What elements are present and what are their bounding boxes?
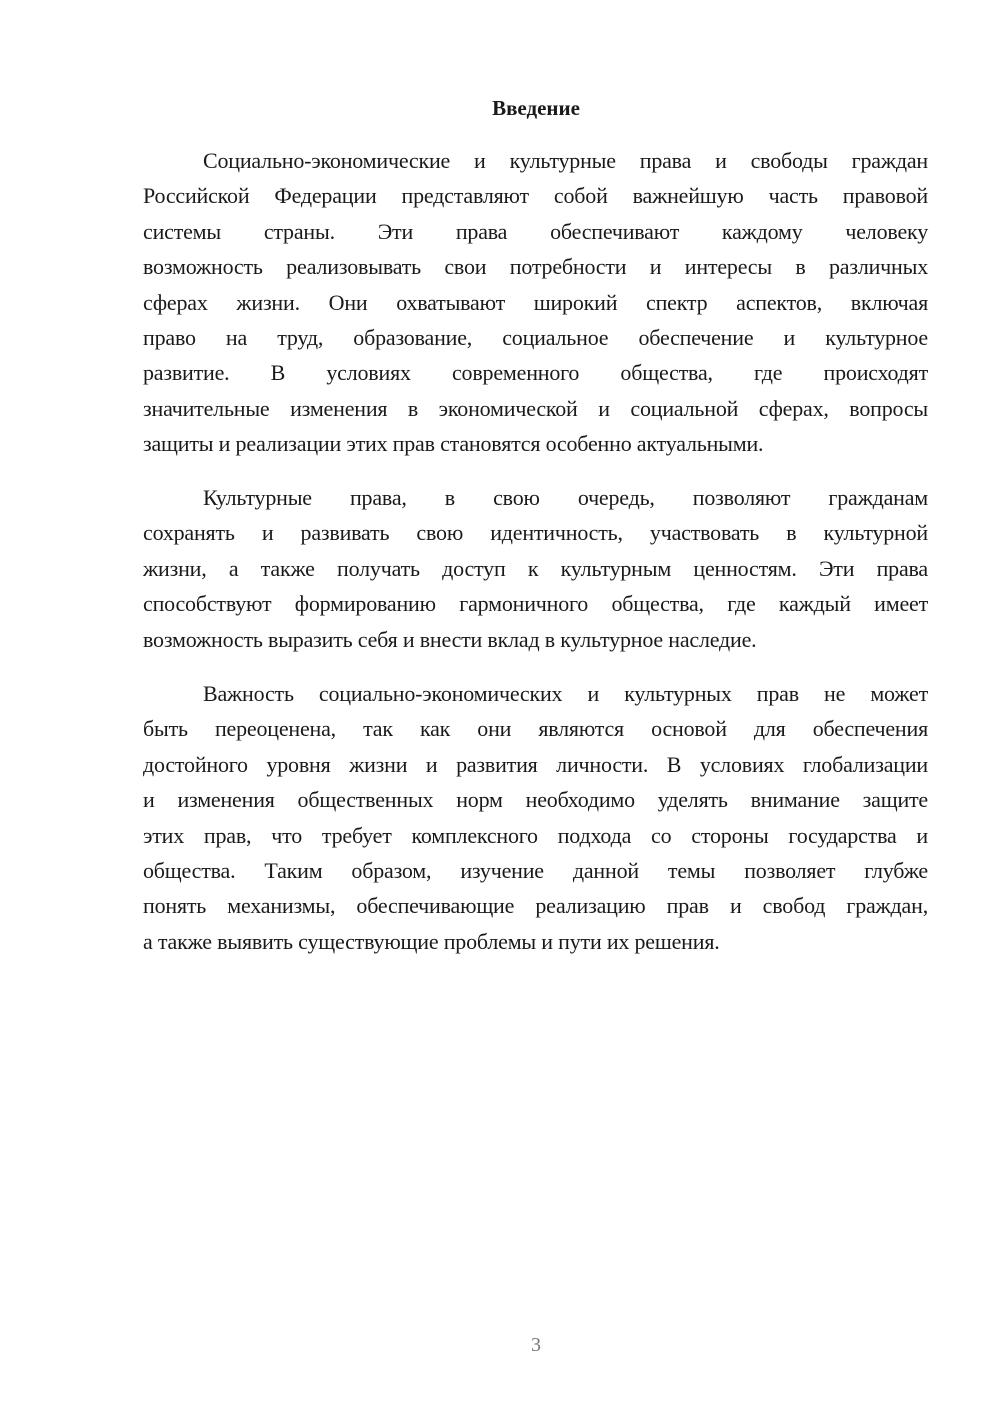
text-line: понять механизмы, обеспечивающие реализацию прав и свобод граждан,: [143, 893, 928, 919]
text-line: защиты и реализации этих прав становятся особенно актуальными.: [143, 431, 764, 457]
text-line: общества. Таким образом, изучение данной темы позволяет глубже: [143, 857, 928, 883]
page-number: 3: [531, 1334, 541, 1356]
text-line: способствуют формированию гармоничного общества, где каждый имеет: [143, 591, 928, 617]
paragraph-3: [143, 676, 928, 959]
text-line: достойного уровня жизни и развития личности. В условиях глобализации: [143, 751, 928, 777]
paragraph-1: [143, 143, 928, 462]
section-title: Введение: [492, 96, 580, 120]
text-line: значительные изменения в экономической и социальной сферах, вопросы: [143, 395, 928, 421]
text-line: и изменения общественных норм необходимо уделять внимание защите: [143, 787, 928, 813]
text-line: сферах жизни. Они охватывают широкий спектр аспектов, включая: [143, 289, 928, 315]
text-line: системы страны. Эти права обеспечивают каждому человеку: [143, 218, 928, 244]
text-line: развитие. В условиях современного общества, где происходят: [143, 360, 928, 386]
text-line: сохранять и развивать свою идентичность, участвовать в культурной: [143, 520, 928, 546]
text-line: право на труд, образование, социальное обеспечение и культурное: [143, 324, 928, 350]
text-line: этих прав, что требует комплексного подхода со стороны государства и: [143, 822, 928, 848]
text-line: возможность реализовывать свои потребности и интересы в различных: [143, 254, 928, 280]
text-line: возможность выразить себя и внести вклад в культурное наследие.: [143, 626, 757, 652]
text-line: Социально-экономические и культурные права и свободы граждан: [203, 148, 928, 173]
text-line: жизни, а также получать доступ к культурным ценностям. Эти права: [143, 555, 928, 581]
text-line: быть переоценена, так как они являются основой для обеспечения: [143, 716, 928, 742]
text-line: Культурные права, в свою очередь, позволяют гражданам: [203, 485, 928, 510]
paragraph-2: [143, 480, 928, 657]
text-line: а также выявить существующие проблемы и пути их решения.: [143, 928, 720, 954]
text-line: Важность социально-экономических и культурных прав не может: [203, 681, 928, 706]
text-line: Российской Федерации представляют собой важнейшую часть правовой: [143, 183, 928, 209]
